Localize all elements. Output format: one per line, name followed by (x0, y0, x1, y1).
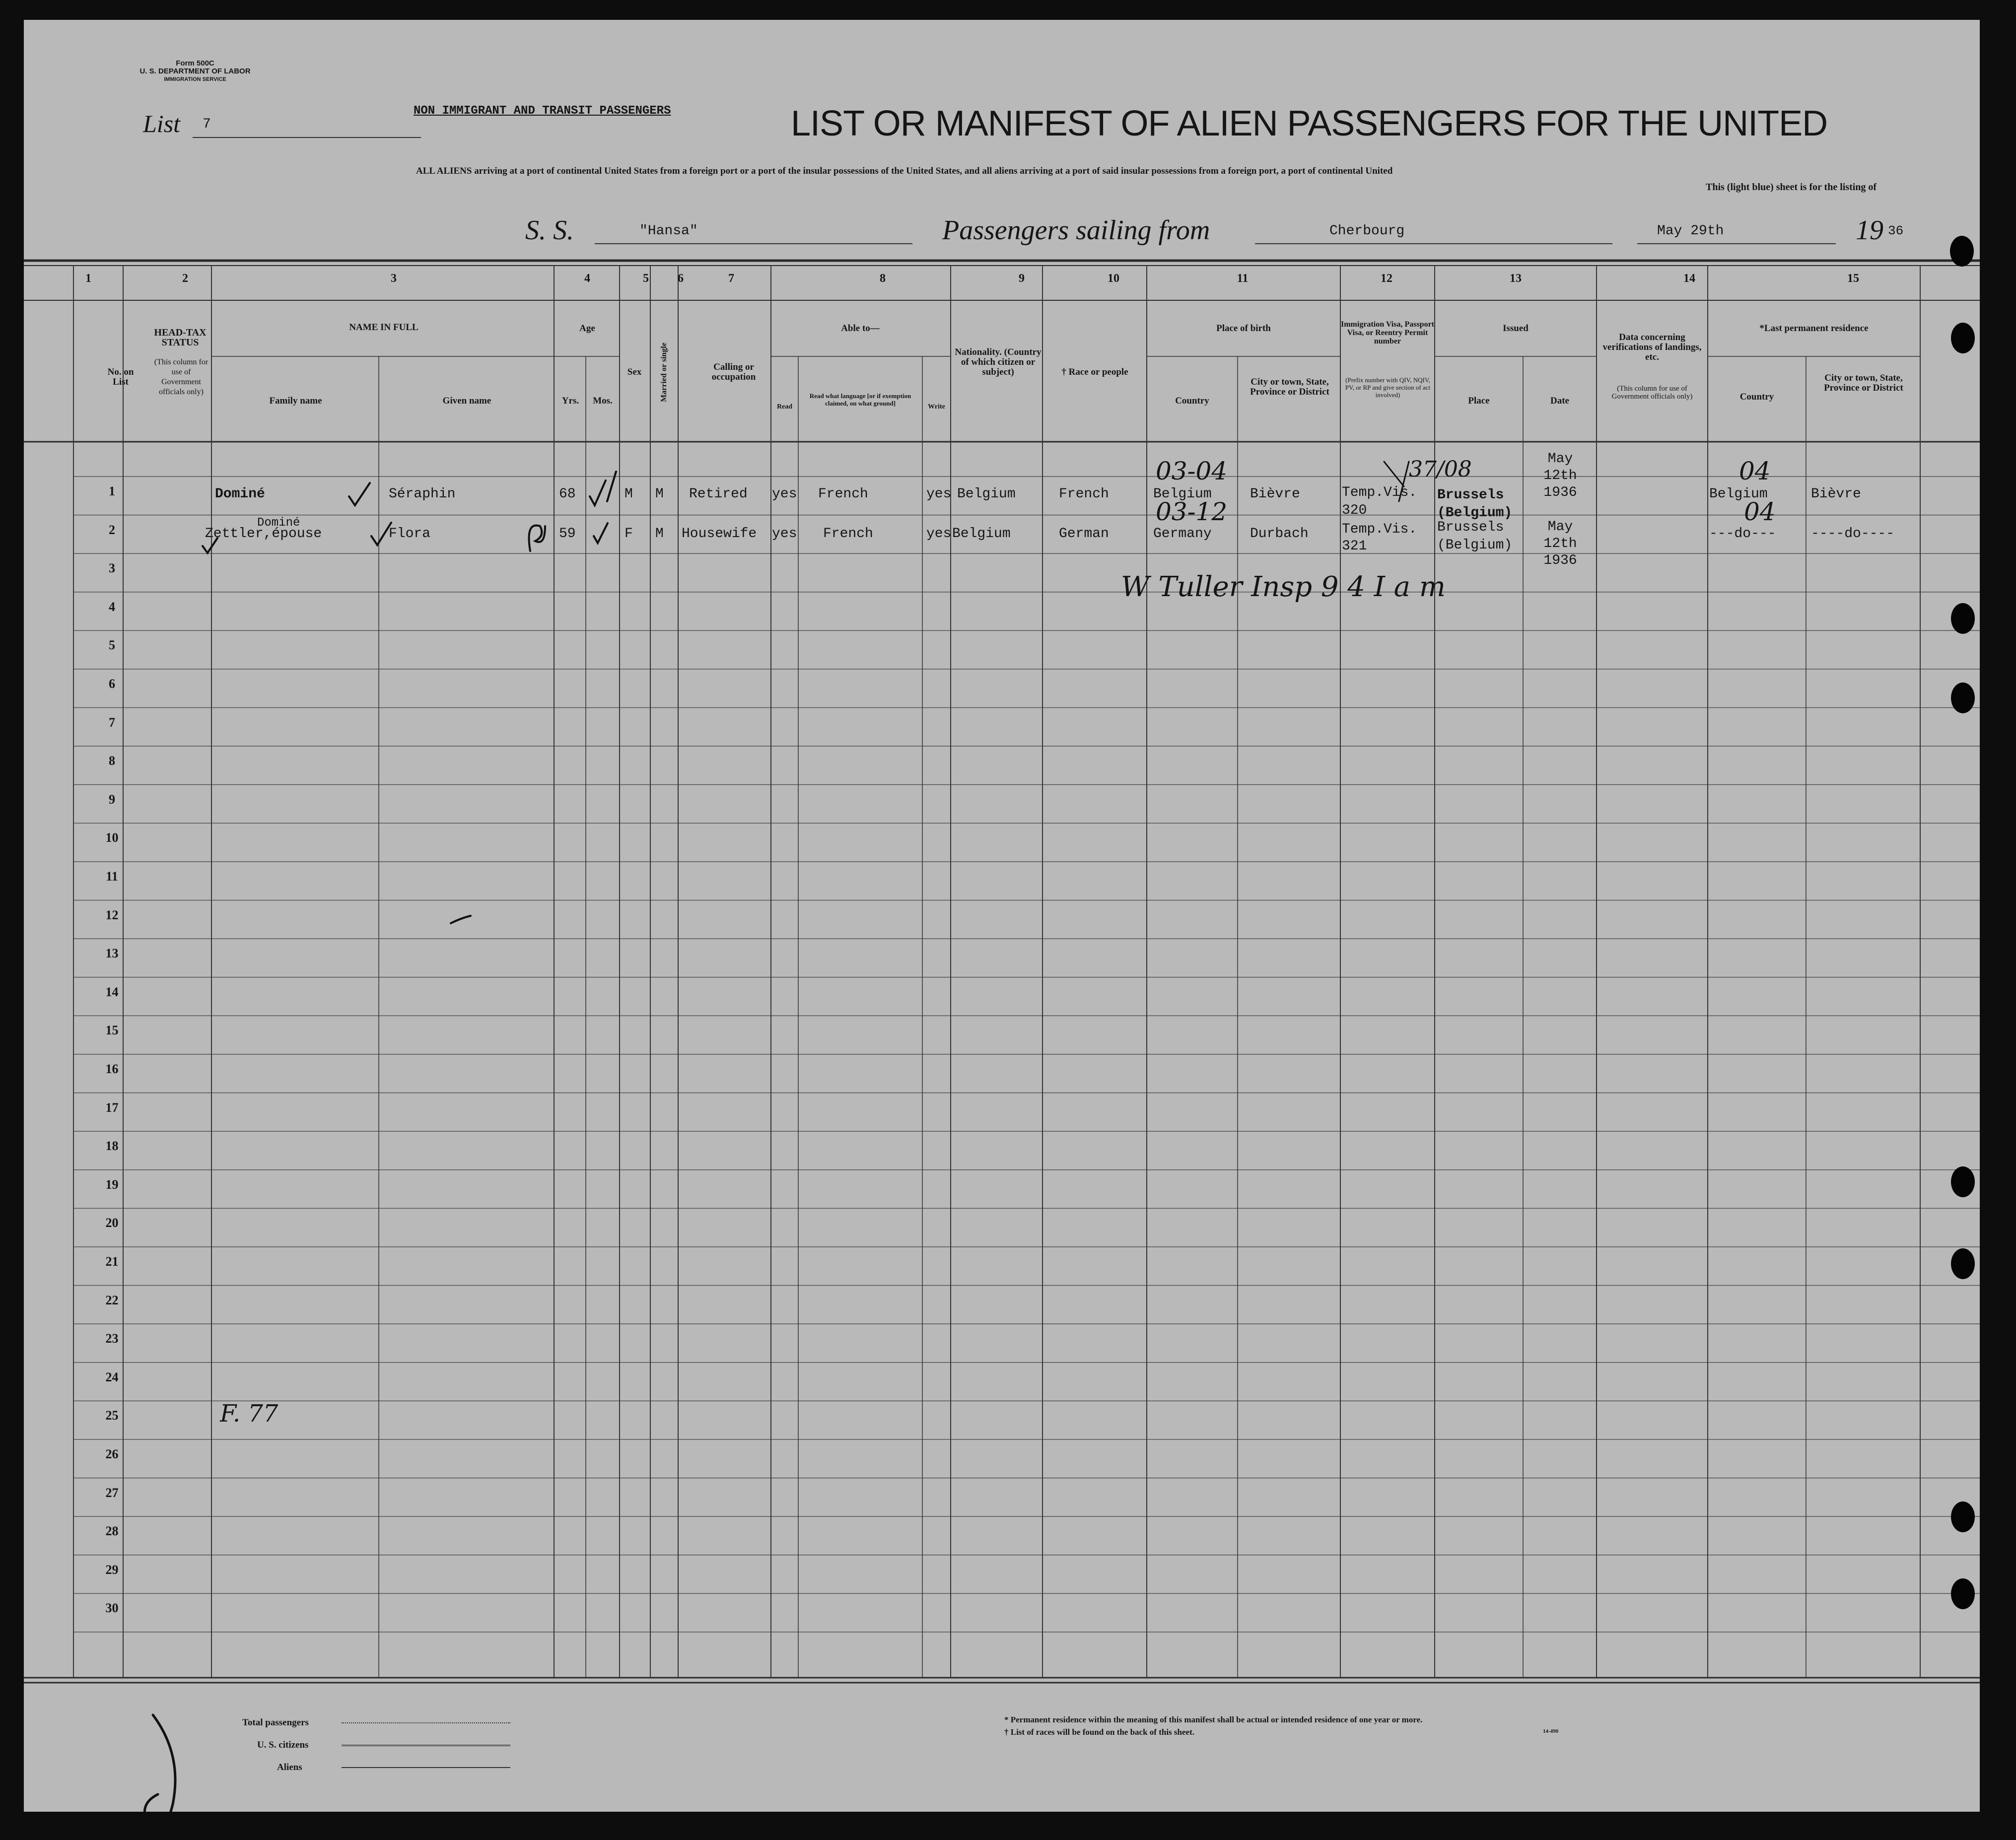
inspector-signature: W Tuller Insp 9 4 I a m (1121, 571, 1446, 603)
line-number: 19 (105, 1177, 119, 1192)
row1-visa: Temp.Vis. 320 (1342, 485, 1417, 518)
line-number: 23 (105, 1331, 119, 1346)
row2-issued-date: May 12th 1936 (1543, 519, 1577, 568)
line-number: 18 (105, 1139, 119, 1154)
row1-res-country: Belgium (1709, 486, 1768, 502)
header-issued-date: Date (1550, 396, 1569, 406)
footer-citizens-line (342, 1745, 510, 1746)
sailing-date: May 29th (1657, 223, 1724, 239)
line-number: 11 (106, 869, 118, 884)
col-num-7: 7 (728, 272, 734, 285)
binder-hole (1950, 236, 1974, 267)
header-visa: Immigration Visa, Passport Visa, or Reentry Permit number (1341, 320, 1434, 345)
row1-occupation: Retired (689, 486, 748, 502)
footer-note-races: † List of races will be found on the back of this sheet. (1004, 1727, 1194, 1737)
header-birth-city: City or town, State, Province or District (1250, 377, 1329, 397)
footer-note-residence: * Permanent residence within the meaning of this manifest shall be actual or intended residence of one year or more. (1004, 1715, 1423, 1724)
row2-family-name-prefix: Dominé (257, 516, 300, 530)
row1-issued-date: May 12th 1936 (1543, 451, 1577, 500)
header-place-of-birth: Place of birth (1216, 323, 1271, 334)
header-res-country: Country (1739, 392, 1774, 402)
header-able-to: Able to— (841, 323, 880, 334)
footer-total-passengers: Total passengers (242, 1717, 309, 1728)
line-number: 2 (109, 522, 115, 537)
row2-family-name: Zettler,épouse (205, 526, 322, 542)
row1-race: French (1059, 486, 1109, 502)
footer-aliens-line (342, 1767, 510, 1768)
header-data-concerning: Data concerning verifications of landings, etc. (1602, 332, 1702, 362)
service-name: IMMIGRATION SERVICE (164, 76, 226, 82)
line-number: 29 (105, 1562, 119, 1577)
year-prefix: 19 (1856, 215, 1883, 246)
binder-hole (1951, 1248, 1975, 1279)
bottom-squiggle (144, 1715, 175, 1812)
page-title: LIST OR MANIFEST OF ALIEN PASSENGERS FOR THE UNITED (791, 104, 1828, 143)
header-read-language: Read what language [or if exemption claimed, on what ground] (809, 392, 911, 407)
row1-sex: M (625, 486, 633, 502)
col-num-9: 9 (1019, 272, 1025, 285)
binder-hole (1951, 323, 1975, 353)
category-label: NON IMMIGRANT AND TRANSIT PASSENGERS (414, 104, 671, 118)
binder-hole (1951, 1578, 1975, 1609)
header-head-tax-note: (This column for use of Government officials only) (154, 358, 209, 396)
row1-given-name: Séraphin (389, 486, 456, 502)
row2-birth-annotation: 03-12 (1156, 497, 1228, 526)
header-birth-country: Country (1175, 396, 1209, 406)
header-age: Age (579, 323, 595, 334)
binder-hole (1951, 682, 1975, 713)
line-number: 30 (105, 1601, 119, 1616)
line-number: 7 (109, 715, 115, 730)
row2-nationality: Belgium (952, 526, 1011, 542)
line-number: 9 (109, 792, 115, 807)
checkmark-icon (349, 483, 370, 505)
stray-mark (451, 916, 471, 923)
ship-label: S. S. (525, 215, 574, 246)
row2-language: French (823, 526, 873, 542)
footer-form-code: 14-490 (1543, 1728, 1559, 1734)
checkmark-icon (607, 472, 616, 501)
department-name: U. S. DEPARTMENT OF LABOR (139, 67, 251, 75)
col-num-2: 2 (182, 272, 188, 285)
header-read: Read (776, 403, 793, 410)
line-number: 27 (105, 1485, 119, 1500)
col-num-13: 13 (1510, 272, 1522, 285)
line-number: 21 (105, 1254, 119, 1269)
handwritten-marks (24, 20, 1980, 1812)
header-res-city: City or town, State, Province or District (1824, 373, 1903, 393)
line-number: 3 (109, 561, 115, 576)
line-number: 5 (109, 638, 115, 653)
footer-aliens: Aliens (277, 1762, 302, 1772)
header-married: Married or single (660, 342, 668, 402)
checkmark-icon (590, 480, 606, 505)
line-number: 1 (109, 484, 115, 498)
line-number: 10 (105, 830, 119, 845)
row2-sex: F (625, 526, 633, 542)
row2-read: yes (772, 526, 797, 542)
row2-write: yes (926, 526, 952, 542)
header-calling: Calling or occupation (711, 362, 756, 382)
row2-birth-city: Durbach (1250, 526, 1309, 542)
line-number: 24 (105, 1369, 119, 1384)
row1-read: yes (772, 486, 797, 502)
footer-us-citizens: U. S. citizens (257, 1740, 309, 1750)
line-number: 8 (109, 753, 115, 768)
header-given-name: Given name (442, 396, 491, 406)
col-num-5: 5 (643, 272, 649, 285)
line-number: 28 (105, 1524, 119, 1539)
line-number: 20 (105, 1216, 119, 1230)
row1-birth-annotation: 03-04 (1156, 457, 1228, 485)
sailing-port: Cherbourg (1329, 223, 1405, 239)
line-number: 12 (105, 907, 119, 922)
header-sex: Sex (627, 367, 642, 377)
row1-age: 68 (559, 486, 576, 502)
row1-married: M (655, 486, 664, 502)
row1-res-city: Bièvre (1811, 486, 1861, 502)
col-num-12: 12 (1381, 272, 1392, 285)
row1-res-annotation: 04 (1739, 457, 1771, 485)
header-mos: Mos. (593, 396, 613, 406)
col-num-6: 6 (678, 272, 684, 285)
header-issued: Issued (1503, 323, 1529, 334)
row2-birth-country: Germany (1153, 526, 1212, 542)
row2-res-annotation: 04 (1744, 497, 1776, 526)
subtitle-line2: This (light blue) sheet is for the listing of (1706, 182, 1877, 193)
row1-write: yes (926, 486, 952, 502)
header-no-on-list: No. on List (107, 367, 134, 387)
col-num-8: 8 (880, 272, 886, 285)
header-last-residence: *Last permanent residence (1759, 323, 1869, 334)
visa-scribble (1384, 462, 1409, 501)
line-number: 14 (105, 984, 119, 999)
header-nationality: Nationality. (Country of which citizen or subject) (955, 347, 1042, 377)
checkmark-icon (203, 538, 217, 553)
line-number: 22 (105, 1293, 119, 1307)
row2-res-country: ---do--- (1709, 526, 1776, 542)
row2-occupation: Housewife (682, 526, 757, 542)
row2-given-name: Flora (389, 526, 431, 542)
header-head-tax: HEAD-TAX STATUS (154, 327, 207, 348)
checkmark-icon (594, 523, 608, 543)
row2-res-city: ----do---- (1811, 526, 1895, 542)
row1-birth-city: Bièvre (1250, 486, 1300, 502)
initials-mark (529, 526, 546, 551)
binder-hole (1951, 1166, 1975, 1197)
row2-race: German (1059, 526, 1109, 542)
binder-hole (1951, 603, 1975, 634)
row1-family-name: Dominé (215, 486, 265, 502)
footer-total-line (342, 1722, 510, 1723)
checkmark-icon (371, 523, 391, 545)
header-data-note: (This column for use of Government officials only) (1611, 385, 1693, 401)
col-num-3: 3 (391, 272, 397, 285)
ship-name: "Hansa" (639, 223, 698, 239)
col-num-1: 1 (85, 272, 91, 285)
row2-age: 59 (559, 526, 576, 542)
header-write: Write (928, 403, 945, 410)
list-label: List (143, 110, 181, 137)
row2-married: M (655, 526, 664, 542)
col-num-14: 14 (1683, 272, 1695, 285)
line-number: 16 (105, 1062, 119, 1076)
line-number: 26 (105, 1447, 119, 1461)
col-num-10: 10 (1108, 272, 1119, 285)
visa-handwritten: 37/08 (1409, 457, 1472, 482)
line-number: 13 (105, 946, 119, 961)
header-family-name: Family name (269, 396, 322, 406)
line-number: 17 (105, 1100, 119, 1115)
row1-language: French (818, 486, 868, 502)
line-number: 4 (109, 599, 115, 614)
row1-issued-place: Brussels (Belgium) (1437, 487, 1513, 521)
row1-birth-country: Belgium (1153, 486, 1212, 502)
header-yrs: Yrs. (561, 396, 579, 406)
form-number: Form 500C (176, 59, 214, 68)
header-race: † Race or people (1061, 367, 1128, 377)
line-number: 15 (105, 1023, 119, 1038)
manifest-sheet (24, 20, 1980, 1812)
sailing-label: Passengers sailing from (942, 215, 1210, 246)
col-num-11: 11 (1237, 272, 1249, 285)
subtitle-line1: ALL ALIENS arriving at a port of continental United States from a foreign port or a port of the insular possessions of the United States, and all aliens arriving at a port of said insular possessions from a foreign port, a port of continental United (416, 166, 1393, 176)
row1-nationality: Belgium (957, 486, 1016, 502)
binder-hole (1951, 1501, 1975, 1532)
header-name-in-full: NAME IN FULL (349, 322, 418, 333)
header-visa-note: (Prefix number with QIV, NQIV, PV, or RP and give section of act involved) (1345, 376, 1431, 399)
col-num-4: 4 (584, 272, 590, 285)
f-note: F. 77 (220, 1400, 278, 1428)
header-issued-place: Place (1468, 396, 1490, 406)
line-number: 25 (105, 1408, 119, 1423)
col-num-15: 15 (1847, 272, 1859, 285)
line-number: 6 (109, 677, 115, 691)
list-number: 7 (203, 117, 211, 132)
row2-visa: Temp.Vis. 321 (1342, 522, 1417, 554)
year-suffix: 36 (1888, 223, 1904, 238)
row2-issued-place: Brussels (Belgium) (1437, 520, 1513, 553)
